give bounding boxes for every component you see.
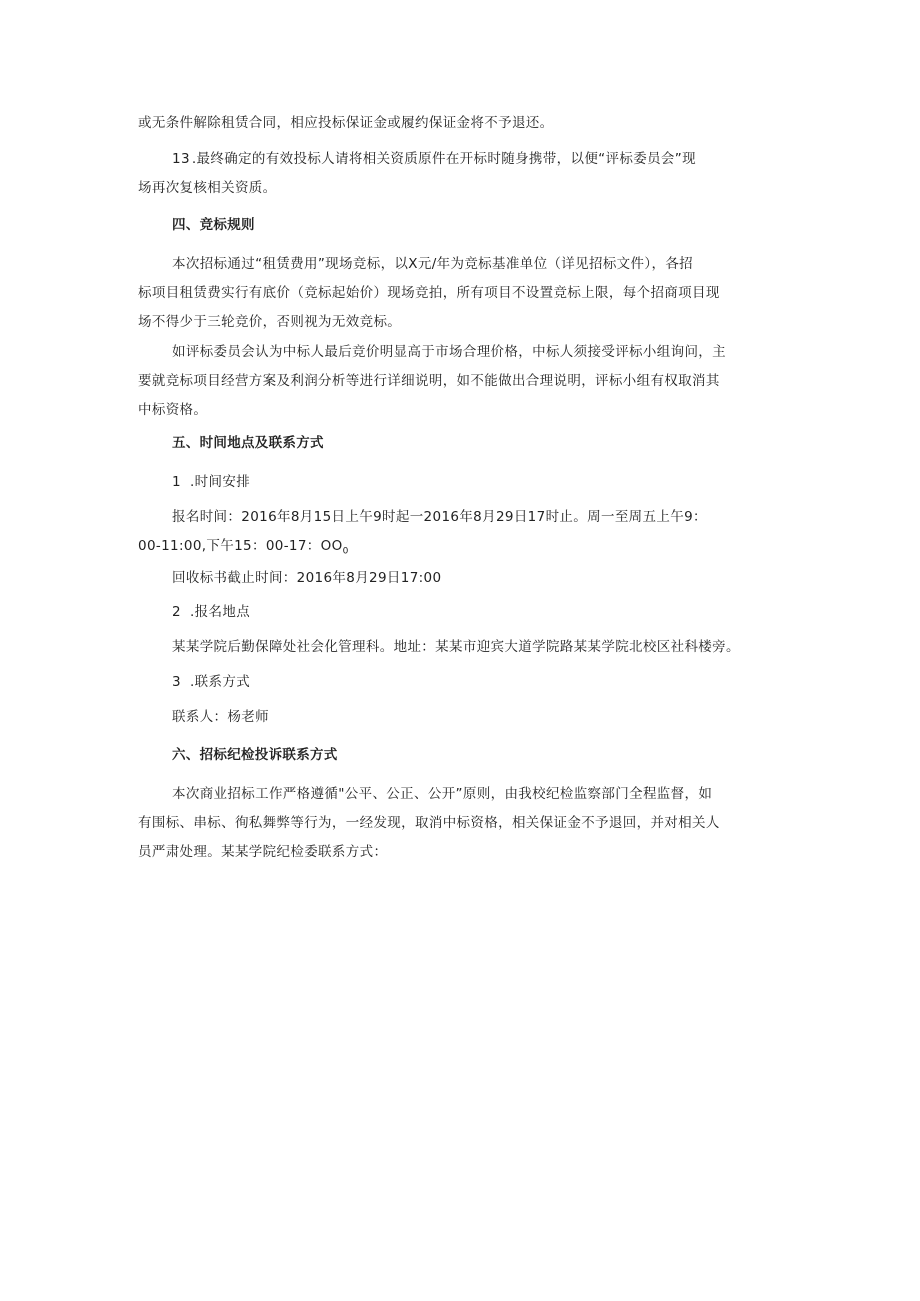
section-heading-5: 五、时间地点及联系方式 — [172, 435, 324, 451]
paragraph-registration-time — [138, 503, 788, 567]
return-deadline: 回收标书截止时间：2016年8月29日17:00 — [172, 570, 442, 586]
item-number: 3 — [172, 674, 181, 690]
text-line: 标项目租赁费实行有底价（竞标起始价）现场竞拍，所有项目不设置竞标上限，每个招商项目现 — [138, 285, 720, 301]
contact-person: 联系人：杨老师 — [172, 709, 269, 725]
sub-item-2 — [172, 598, 250, 627]
item-text: .报名地点 — [190, 604, 251, 620]
text-line: 报名时间：2016年8月15日上午9时起一2016年8月29日17时止。周一至周五上午9： — [172, 509, 707, 525]
text-line: 场不得少于三轮竞价，否则视为无效竞标。 — [138, 314, 402, 330]
subscript: 0 — [342, 546, 349, 557]
registration-location: 某某学院后勤保障处社会化管理科。地址：某某市迎宾大道学院路某某学院北校区社科楼旁。 — [172, 639, 740, 655]
item-text: .联系方式 — [190, 674, 251, 690]
text-line: 00-11:00,下午15：00-17：$OO_0$ — [138, 538, 349, 557]
item-13 — [172, 145, 696, 174]
item-number: 2 — [172, 604, 181, 620]
text-line: 有围标、串标、徇私舞弊等行为，一经发现，取消中标资格，相关保证金不予退回，并对相关人 — [138, 815, 720, 831]
paragraph-supervision — [138, 780, 788, 867]
item-number: 1 — [172, 474, 181, 490]
text-line: 中标资格。 — [138, 402, 208, 418]
text-line: 如评标委员会认为中标人最后竞价明显高于市场合理价格，中标人须接受评标小组询问，主 — [172, 344, 726, 360]
text-line: 本次商业招标工作严格遵循"公平、公正、公开”原则，由我校纪检监察部门全程监督，如 — [172, 786, 713, 802]
text-line: 场再次复核相关资质。 — [138, 180, 277, 196]
section-heading-4: 四、竞标规则 — [172, 217, 255, 233]
paragraph-bidding-rules — [138, 250, 788, 337]
text-line: 员严肃处理。某某学院纪检委联系方式： — [138, 844, 388, 860]
item-text: .时间安排 — [190, 474, 251, 490]
item-text: .最终确定的有效投标人请将相关资质原件在开标时随身携带，以便“评标委员会”现 — [191, 151, 696, 167]
item-13-continuation — [138, 174, 788, 203]
text-line: 要就竞标项目经营方案及利润分析等进行详细说明，如不能做出合理说明，评标小组有权取消其 — [138, 373, 720, 389]
text-line: 本次招标通过“租赁费用”现场竞标，以X元/年为竞标基准单位（详见招标文件），各招 — [172, 256, 694, 272]
paragraph-continuation — [138, 109, 788, 138]
text-line: 或无条件解除租赁合同，相应投标保证金或履约保证金将不予退还。 — [138, 115, 554, 131]
sub-item-3 — [172, 668, 250, 697]
item-number: 13 — [172, 151, 190, 167]
paragraph-evaluation — [138, 338, 788, 425]
section-heading-6: 六、招标纪检投诉联系方式 — [172, 747, 338, 763]
sub-item-1 — [172, 468, 250, 497]
